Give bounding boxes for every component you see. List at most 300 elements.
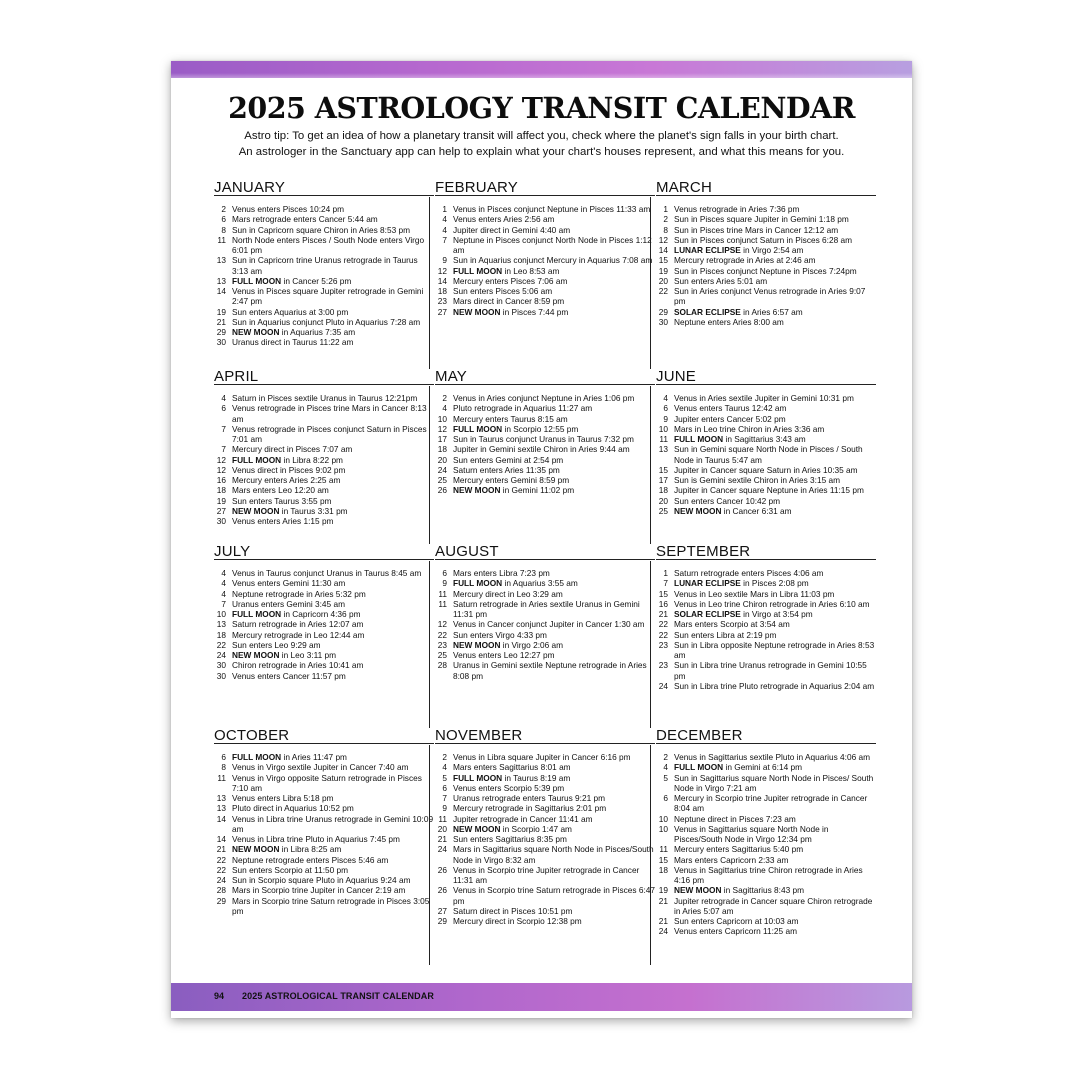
month-divider	[656, 559, 876, 560]
transit-text: Venus enters Pisces 10:24 pm	[232, 204, 345, 214]
transit-entry	[214, 609, 434, 619]
transit-text: Mercury retrograde in Sagittarius 2:01 pm	[453, 803, 607, 814]
transit-entry	[214, 327, 434, 337]
transit-entry	[656, 599, 876, 609]
transit-entry	[656, 855, 876, 865]
transit-highlight: FULL MOON	[674, 762, 724, 773]
transit-day: 14	[216, 813, 226, 824]
transit-day: 29	[658, 306, 668, 317]
transit-event	[668, 568, 876, 578]
transit-event	[447, 834, 655, 844]
transit-text: Jupiter in Cancer square Neptune in Aries 11:15 pm	[674, 485, 864, 496]
month-name: JULY	[214, 543, 251, 560]
transit-highlight: FULL MOON	[453, 772, 503, 783]
month-name: DECEMBER	[656, 727, 743, 744]
transit-event	[226, 762, 434, 772]
transit-event	[447, 885, 655, 906]
transit-event	[668, 599, 876, 609]
transit-entry	[656, 444, 876, 465]
transit-event	[668, 414, 876, 424]
transit-entry	[214, 337, 434, 347]
transit-entry	[214, 671, 434, 681]
transit-entry	[656, 506, 876, 516]
footer-bar	[171, 983, 912, 1011]
transit-text: Sun enters Gemini at 2:54 pm	[453, 454, 564, 465]
transit-entry	[435, 762, 655, 772]
transit-event	[447, 393, 655, 403]
transit-text: Sun enters Pisces 5:06 am	[453, 286, 553, 296]
transit-text: Mercury enters Taurus 8:15 am	[453, 413, 568, 424]
transit-event	[447, 414, 655, 424]
transit-day: 8	[221, 762, 226, 773]
transit-day: 18	[658, 864, 668, 875]
transit-entry	[214, 834, 434, 844]
transit-event	[226, 204, 434, 214]
transit-entry	[435, 266, 655, 276]
transit-text: in Aquarius 7:35 am	[279, 327, 356, 337]
transit-highlight: FULL MOON	[453, 265, 503, 276]
transit-day: 1	[663, 204, 668, 214]
transit-day: 30	[658, 316, 668, 327]
transit-highlight: FULL MOON	[232, 275, 282, 286]
transit-event	[447, 916, 655, 926]
month-name: AUGUST	[435, 543, 499, 560]
transit-event	[668, 225, 876, 235]
transit-highlight: NEW MOON	[232, 327, 280, 337]
month-divider	[656, 743, 876, 744]
transit-event	[447, 793, 655, 803]
transit-text: Venus in Libra square Jupiter in Cancer 6:16 pm	[453, 752, 631, 762]
transit-event	[226, 803, 434, 813]
transit-day: 21	[216, 316, 226, 327]
transit-text: in Libra 8:22 pm	[281, 454, 343, 465]
transit-list	[656, 204, 876, 327]
transit-list	[435, 204, 655, 317]
transit-text: Venus in Libra trine Pluto in Aquarius 7:45 pm	[232, 834, 400, 844]
transit-day: 22	[216, 639, 226, 650]
transit-entry	[656, 266, 876, 276]
transit-entry	[435, 650, 655, 660]
transit-entry	[435, 307, 655, 317]
transit-entry	[214, 885, 434, 895]
transit-day: 6	[663, 793, 668, 803]
calendar-page	[171, 61, 912, 1018]
transit-event	[447, 650, 655, 660]
transit-text: in Leo 3:11 pm	[279, 650, 337, 660]
transit-event	[226, 814, 434, 835]
transit-event	[226, 235, 434, 256]
transit-entry	[435, 865, 655, 886]
transit-event	[668, 506, 876, 516]
transit-event	[447, 783, 655, 793]
transit-event	[447, 204, 655, 214]
transit-text: Venus enters Cancer 11:57 pm	[232, 670, 346, 681]
transit-day: 22	[658, 629, 668, 640]
transit-event	[226, 589, 434, 599]
transit-list	[435, 752, 655, 926]
astro-tip-line-2: An astrologer in the Sanctuary app can help to explain what your chart's houses represent, and what this means for you.	[238, 145, 845, 158]
transit-day: 11	[217, 234, 226, 245]
transit-event	[668, 844, 876, 854]
transit-day: 18	[658, 485, 668, 496]
transit-entry	[656, 204, 876, 214]
transit-entry	[435, 752, 655, 762]
transit-event	[447, 276, 655, 286]
transit-entry	[435, 444, 655, 454]
transit-entry	[214, 485, 434, 495]
transit-day: 24	[437, 464, 447, 475]
transit-day: 16	[216, 475, 226, 485]
transit-text: Venus in Sagittarius square North Node in Pisces/South Node in Virgo 12:34 pm	[674, 823, 829, 844]
transit-event	[226, 307, 434, 317]
transit-entry	[656, 475, 876, 485]
column-divider	[650, 197, 651, 369]
transit-event	[668, 266, 876, 276]
transit-day: 4	[442, 214, 447, 225]
transit-list	[214, 568, 434, 681]
transit-day: 2	[663, 214, 668, 225]
transit-event	[226, 255, 434, 276]
transit-text: Mars in Leo trine Chiron in Aries 3:36 am	[674, 423, 825, 434]
transit-text: in Libra 8:25 am	[279, 844, 342, 855]
transit-event	[226, 875, 434, 885]
transit-event	[668, 752, 876, 762]
transit-entry	[435, 773, 655, 783]
transit-text: Sun in Scorpio square Pluto in Aquarius 9:24 am	[232, 875, 411, 885]
transit-event	[447, 307, 655, 317]
transit-day: 6	[221, 214, 226, 225]
transit-text: Sun enters Leo 9:29 am	[232, 639, 321, 650]
transit-day: 6	[663, 403, 668, 414]
page-title: 2025 ASTROLOGY TRANSIT CALENDAR	[228, 91, 855, 125]
transit-text: Venus in Libra trine Uranus retrograde in Gemini 10:09 am	[232, 813, 434, 834]
transit-event	[668, 926, 876, 936]
transit-event	[668, 855, 876, 865]
transit-day: 11	[438, 588, 447, 599]
transit-day: 14	[216, 286, 226, 296]
transit-text: Sun enters Aries 5:01 am	[674, 275, 768, 286]
transit-highlight: LUNAR ECLIPSE	[674, 578, 741, 589]
transit-text: Sun in Pisces conjunct Neptune in Pisces 7:24pm	[674, 265, 857, 276]
transit-day: 7	[663, 578, 668, 589]
transit-event	[447, 235, 655, 256]
transit-entry	[214, 204, 434, 214]
transit-text: Uranus retrograde enters Taurus 9:21 pm	[453, 793, 606, 803]
transit-text: Venus enters Capricorn 11:25 am	[674, 926, 797, 937]
transit-entry	[656, 609, 876, 619]
transit-entry	[435, 906, 655, 916]
transit-event	[668, 762, 876, 772]
transit-list	[214, 204, 434, 348]
transit-event	[668, 255, 876, 265]
transit-text: Pluto direct in Aquarius 10:52 pm	[232, 803, 354, 814]
transit-event	[226, 578, 434, 588]
transit-event	[668, 885, 876, 895]
transit-entry	[214, 496, 434, 506]
transit-entry	[656, 286, 876, 307]
transit-entry	[656, 640, 876, 661]
transit-text: Venus enters Aries 2:56 am	[453, 214, 555, 225]
transit-day: 19	[216, 306, 226, 317]
transit-day: 22	[216, 854, 226, 865]
transit-event	[668, 865, 876, 886]
transit-day: 13	[216, 275, 226, 286]
transit-text: Sun in Taurus conjunct Uranus in Taurus 7:32 pm	[453, 434, 634, 444]
transit-event	[447, 906, 655, 916]
transit-text: Saturn retrograde in Aries sextile Uranus in Gemini 11:31 pm	[453, 598, 640, 619]
transit-event	[447, 814, 655, 824]
month-name: MAY	[435, 368, 467, 385]
transit-day: 12	[437, 619, 447, 630]
transit-text: Venus in Taurus conjunct Uranus in Taurus 8:45 am	[232, 568, 422, 578]
transit-event	[668, 814, 876, 824]
transit-event	[226, 896, 434, 917]
transit-text: Venus direct in Pisces 9:02 pm	[232, 464, 346, 475]
transit-event	[447, 578, 655, 588]
transit-text: Mercury enters Pisces 7:06 am	[453, 275, 568, 286]
transit-event	[226, 619, 434, 629]
transit-entry	[656, 814, 876, 824]
transit-entry	[656, 485, 876, 495]
transit-highlight: FULL MOON	[232, 454, 282, 465]
transit-text: Sun is Gemini sextile Chiron in Aries 3:15 am	[674, 475, 841, 485]
month-divider	[214, 384, 434, 385]
transit-entry	[435, 599, 655, 620]
transit-event	[226, 455, 434, 465]
transit-text: Venus in Leo sextile Mars in Libra 11:03 pm	[674, 588, 835, 599]
transit-text: in Pisces 2:08 pm	[740, 578, 809, 589]
transit-day: 21	[216, 844, 226, 855]
transit-text: Saturn retrograde in Aries 12:07 am	[232, 619, 364, 630]
transit-day: 15	[658, 464, 668, 475]
transit-day: 12	[658, 234, 668, 245]
transit-text: Venus retrograde in Aries 7:36 pm	[674, 204, 800, 214]
transit-text: Mercury retrograde in Leo 12:44 am	[232, 629, 365, 640]
transit-day: 23	[437, 639, 447, 650]
transit-text: Mars enters Scorpio at 3:54 am	[674, 619, 790, 630]
transit-text: Sun in Aquarius conjunct Pluto in Aquarius 7:28 am	[232, 316, 421, 327]
transit-highlight: FULL MOON	[232, 609, 282, 619]
transit-day: 15	[658, 588, 668, 599]
transit-text: Venus in Virgo sextile Jupiter in Cancer 7:40 am	[232, 762, 409, 773]
transit-highlight: NEW MOON	[674, 505, 722, 516]
transit-event	[668, 214, 876, 224]
transit-day: 7	[221, 444, 226, 455]
transit-day: 12	[437, 265, 447, 276]
transit-event	[447, 225, 655, 235]
transit-entry	[656, 414, 876, 424]
transit-event	[668, 444, 876, 465]
transit-entry	[214, 844, 434, 854]
transit-entry	[435, 286, 655, 296]
transit-event	[447, 660, 655, 681]
transit-event	[447, 844, 655, 865]
transit-event	[226, 773, 434, 794]
transit-event	[226, 393, 434, 403]
transit-entry	[435, 803, 655, 813]
transit-event	[226, 475, 434, 485]
transit-entry	[214, 235, 434, 256]
transit-day: 19	[658, 265, 668, 276]
transit-entry	[214, 589, 434, 599]
transit-event	[226, 630, 434, 640]
transit-text: Venus retrograde in Pisces trine Mars in Cancer 8:13 am	[232, 403, 427, 424]
transit-event	[226, 609, 434, 619]
transit-day: 18	[437, 286, 447, 296]
transit-entry	[656, 403, 876, 413]
transit-event	[447, 296, 655, 306]
transit-event	[447, 444, 655, 454]
transit-day: 2	[221, 204, 226, 214]
transit-event	[447, 824, 655, 834]
transit-entry	[656, 844, 876, 854]
transit-event	[226, 568, 434, 578]
month-name: SEPTEMBER	[656, 543, 751, 560]
transit-day: 11	[659, 844, 668, 855]
transit-entry	[435, 225, 655, 235]
page-number: 94	[214, 991, 225, 1001]
transit-event	[447, 619, 655, 629]
transit-event	[668, 824, 876, 845]
month-divider	[435, 559, 655, 560]
transit-text: Sun enters Aquarius at 3:00 pm	[232, 306, 349, 317]
transit-text: Sun in Sagittarius square North Node in Pisces/ South Node in Virgo 7:21 am	[674, 772, 874, 793]
transit-text: Sun in Libra trine Uranus retrograde in Gemini 10:55 pm	[674, 660, 867, 681]
transit-event	[668, 630, 876, 640]
transit-entry	[214, 814, 434, 835]
transit-entry	[214, 393, 434, 403]
transit-day: 27	[437, 306, 447, 317]
transit-day: 7	[442, 793, 447, 803]
transit-day: 19	[216, 495, 226, 506]
transit-text: North Node enters Pisces / South Node enters Virgo 6:01 pm	[232, 234, 425, 255]
transit-day: 11	[438, 598, 447, 609]
transit-text: in Capricorn 4:36 pm	[281, 609, 361, 619]
transit-entry	[656, 885, 876, 895]
transit-text: Sun enters Capricorn at 10:03 am	[674, 916, 799, 926]
transit-highlight: NEW MOON	[232, 505, 280, 516]
transit-text: Mars in Scorpio trine Saturn retrograde in Pisces 3:05 pm	[232, 895, 430, 916]
transit-entry	[214, 317, 434, 327]
transit-entry	[435, 475, 655, 485]
transit-day: 24	[216, 650, 226, 660]
transit-day: 11	[438, 813, 447, 824]
transit-day: 10	[216, 609, 226, 619]
transit-text: Sun in Aries conjunct Venus retrograde in Aries 9:07 pm	[674, 286, 866, 307]
transit-text: Mercury direct in Pisces 7:07 am	[232, 444, 353, 455]
transit-day: 6	[442, 782, 447, 793]
transit-event	[226, 865, 434, 875]
transit-text: in Sagittarius 8:43 pm	[721, 885, 805, 896]
transit-day: 9	[442, 255, 447, 266]
transit-day: 17	[658, 475, 668, 485]
month-divider	[214, 195, 434, 196]
transit-highlight: FULL MOON	[453, 423, 503, 434]
transit-event	[668, 403, 876, 413]
transit-entry	[214, 599, 434, 609]
transit-day: 24	[216, 875, 226, 885]
month-name: APRIL	[214, 368, 259, 385]
transit-entry	[656, 245, 876, 255]
column-divider	[650, 386, 651, 544]
transit-entry	[435, 916, 655, 926]
transit-event	[226, 516, 434, 526]
transit-event	[668, 640, 876, 661]
transit-entry	[214, 444, 434, 454]
transit-text: Mercury enters Aries 2:25 am	[232, 475, 341, 485]
transit-entry	[435, 630, 655, 640]
transit-event	[668, 773, 876, 794]
transit-entry	[435, 568, 655, 578]
transit-event	[668, 307, 876, 317]
column-divider	[429, 561, 430, 728]
transit-text: Mars retrograde enters Cancer 5:44 am	[232, 214, 378, 225]
transit-text: Chiron retrograde in Aries 10:41 am	[232, 660, 364, 671]
transit-text: Sun in Pisces square Jupiter in Gemini 1:18 pm	[674, 214, 849, 225]
transit-text: Sun enters Cancer 10:42 pm	[674, 495, 781, 506]
transit-text: Neptune in Pisces conjunct North Node in Pisces 1:12 am	[453, 234, 652, 255]
transit-day: 20	[437, 454, 447, 465]
transit-text: Mercury retrograde in Aries at 2:46 am	[674, 255, 816, 266]
transit-highlight: NEW MOON	[453, 823, 501, 834]
transit-event	[668, 578, 876, 588]
transit-entry	[656, 589, 876, 599]
transit-text: in Leo 8:53 am	[502, 265, 560, 276]
transit-entry	[435, 793, 655, 803]
transit-text: in Taurus 8:19 am	[502, 772, 571, 783]
transit-entry	[214, 752, 434, 762]
transit-event	[447, 485, 655, 495]
transit-entry	[656, 578, 876, 588]
transit-text: in Virgo 2:06 am	[500, 639, 564, 650]
transit-day: 18	[437, 444, 447, 455]
transit-day: 28	[216, 885, 226, 896]
transit-text: in Aries 11:47 pm	[281, 752, 347, 762]
transit-entry	[435, 465, 655, 475]
transit-entry	[214, 865, 434, 875]
transit-day: 9	[442, 578, 447, 589]
transit-text: Jupiter enters Cancer 5:02 pm	[674, 413, 786, 424]
transit-text: Sun in Capricorn square Chiron in Aries 8:53 pm	[232, 224, 411, 235]
transit-day: 4	[442, 762, 447, 773]
transit-day: 26	[437, 485, 447, 496]
transit-text: Sun in Capricorn trine Uranus retrograde in Taurus 3:13 am	[232, 255, 418, 276]
transit-day: 6	[221, 752, 226, 762]
transit-text: Venus in Scorpio trine Saturn retrograde in Pisces 6:47 pm	[453, 885, 656, 906]
transit-entry	[656, 926, 876, 936]
transit-event	[668, 286, 876, 307]
transit-entry	[435, 235, 655, 256]
transit-highlight: FULL MOON	[674, 434, 724, 444]
transit-entry	[214, 506, 434, 516]
transit-entry	[656, 255, 876, 265]
transit-entry	[435, 824, 655, 834]
transit-event	[668, 681, 876, 691]
transit-event	[668, 660, 876, 681]
transit-text: Venus in Scorpio trine Jupiter retrograde in Cancer 11:31 am	[453, 864, 640, 885]
transit-text: in Virgo 2:54 am	[740, 245, 804, 255]
transit-event	[226, 640, 434, 650]
transit-event	[226, 225, 434, 235]
transit-day: 2	[442, 393, 447, 403]
transit-day: 21	[437, 834, 447, 844]
transit-entry	[656, 276, 876, 286]
transit-entry	[214, 619, 434, 629]
transit-entry	[656, 773, 876, 794]
transit-entry	[435, 589, 655, 599]
month-name: NOVEMBER	[435, 727, 523, 744]
transit-day: 4	[663, 762, 668, 773]
